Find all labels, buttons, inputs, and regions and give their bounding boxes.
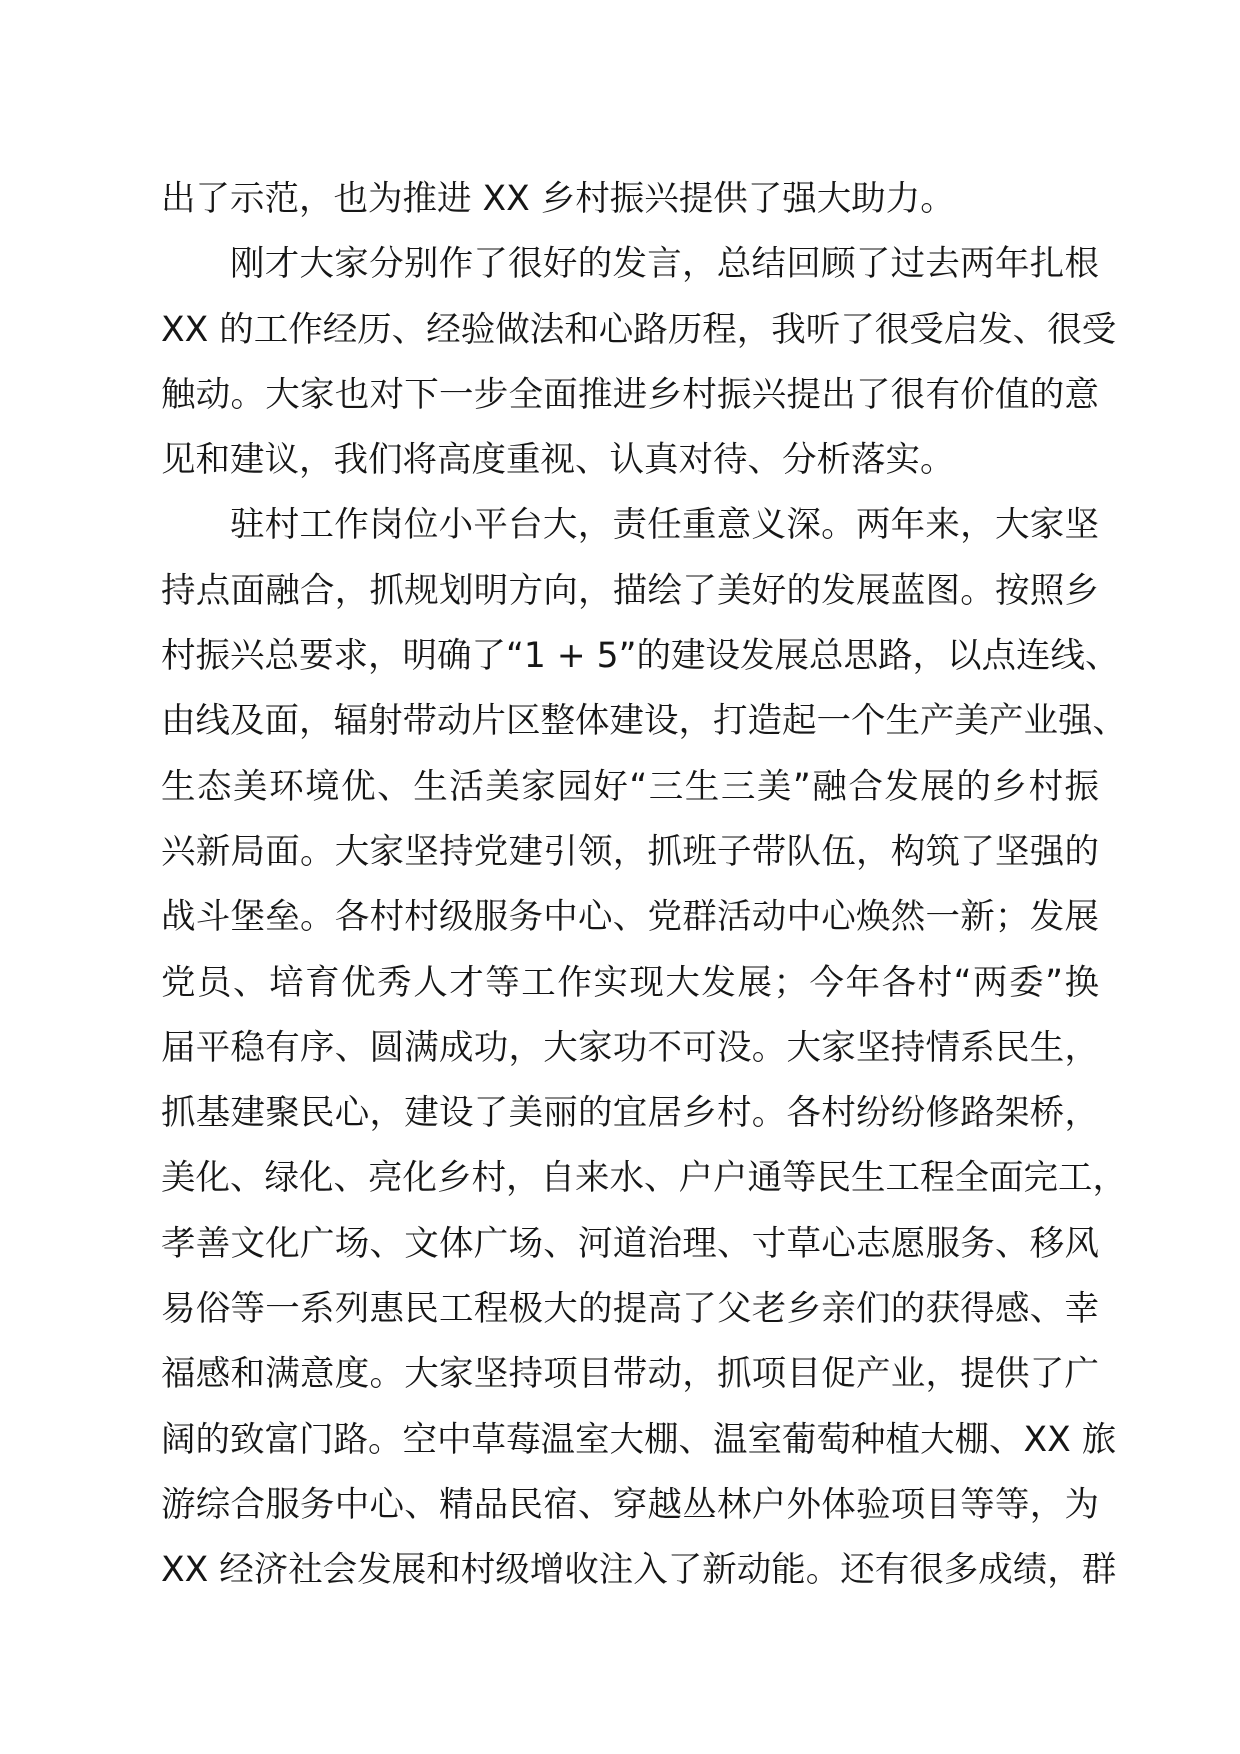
text-line: 美化、绿化、亮化乡村，自来水、户户通等民生工程全面完工，: [161, 1158, 1127, 1199]
text-line: 游综合服务中心、精品民宿、穿越丛林户外体验项目等等，为: [161, 1484, 1099, 1525]
text-line: 刚才大家分别作了很好的发言，总结回顾了过去两年扎根: [230, 244, 1099, 285]
text-line: 福感和满意度。大家坚持项目带动，抓项目促产业，提供了广: [161, 1354, 1099, 1395]
text-line: 由线及面，辐射带动片区整体建设，打造起一个生产美产业强、: [161, 701, 1127, 742]
text-line: 阔的致富门路。空中草莓温室大棚、温室葡萄种植大棚、XX 旅: [161, 1419, 1117, 1460]
text-line: 抓基建聚民心，建设了美丽的宜居乡村。各村纷纷修路架桥，: [161, 1093, 1099, 1134]
text-line: 村振兴总要求，明确了“1 + 5”的建设发展总思路，以点连线、: [161, 636, 1120, 677]
text-line: 出了示范，也为推进 XX 乡村振兴提供了强大助力。: [161, 179, 955, 219]
text-line: 触动。大家也对下一步全面推进乡村振兴提出了很有价值的意: [161, 374, 1099, 415]
text-line: 生态美环境优、生活美家园好“三生三美”融合发展的乡村振: [161, 766, 1099, 807]
text-line: XX 的工作经历、经验做法和心路历程，我听了很受启发、很受: [161, 309, 1117, 350]
text-line: 战斗堡垒。各村村级服务中心、党群活动中心焕然一新；发展: [161, 897, 1099, 938]
text-line: 持点面融合，抓规划明方向，描绘了美好的发展蓝图。按照乡: [161, 570, 1099, 611]
text-line: 见和建议，我们将高度重视、认真对待、分析落实。: [161, 440, 955, 481]
text-line: 驻村工作岗位小平台大，责任重意义深。两年来，大家坚: [230, 505, 1099, 546]
text-line: 兴新局面。大家坚持党建引领，抓班子带队伍，构筑了坚强的: [161, 831, 1099, 872]
text-line: XX 经济社会发展和村级增收注入了新动能。还有很多成绩，群: [161, 1550, 1117, 1591]
text-line: 党员、培育优秀人才等工作实现大发展；今年各村“两委”换: [161, 962, 1099, 1003]
text-line: 孝善文化广场、文体广场、河道治理、寸草心志愿服务、移风: [161, 1223, 1099, 1264]
text-line: 届平稳有序、圆满成功，大家功不可没。大家坚持情系民生，: [161, 1027, 1099, 1068]
text-line: 易俗等一系列惠民工程极大的提高了父老乡亲们的获得感、幸: [161, 1289, 1099, 1330]
body-text: [161, 167, 1127, 1604]
